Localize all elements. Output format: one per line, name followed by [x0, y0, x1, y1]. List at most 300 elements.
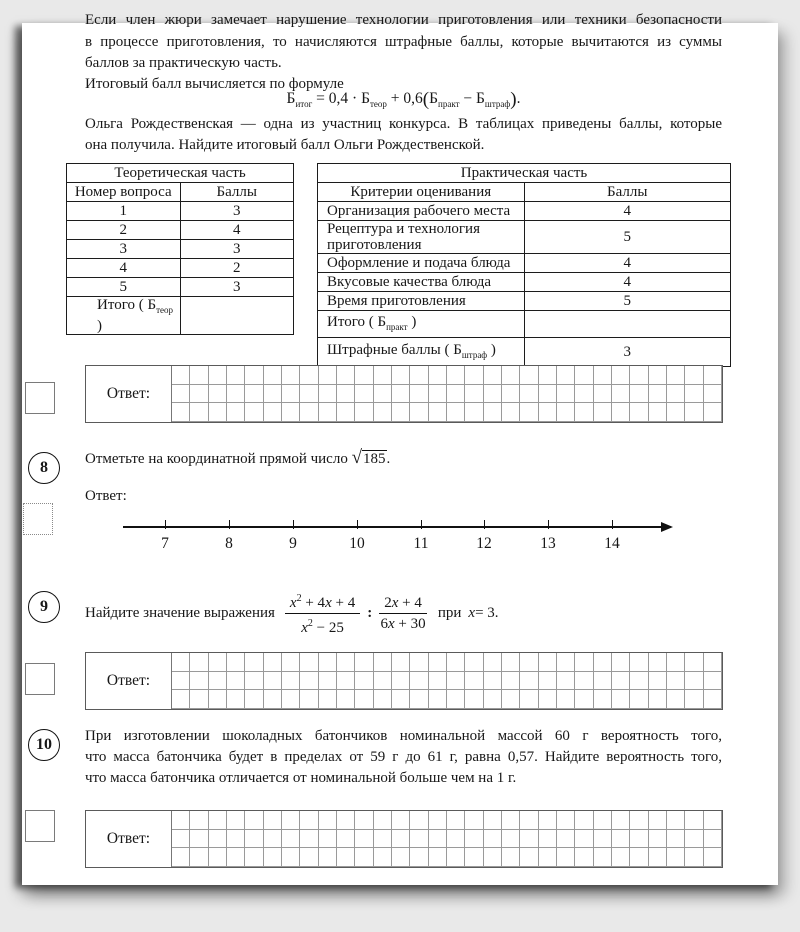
answer-grid-cell[interactable]: [264, 830, 282, 849]
question-9-text: Найдите значение выражения $\frac{x^2 + 4x + 4}{x^2 - 25}$ : $\frac{2x + 4}{6x + 30}$ при x = 3.: [85, 585, 499, 641]
answer-grid-cell[interactable]: [685, 366, 703, 385]
answer-grid-cell[interactable]: [429, 366, 447, 385]
answer-grid-cell[interactable]: [300, 830, 318, 849]
answer-grid-cell[interactable]: [337, 848, 355, 867]
answer-grid-cell[interactable]: [649, 403, 667, 422]
answer-grid-cell[interactable]: [227, 403, 245, 422]
answer-grid-cell[interactable]: [172, 653, 190, 672]
answer-grid-cell[interactable]: [575, 385, 593, 404]
table-row: [67, 297, 294, 335]
answer-grid-cell[interactable]: [612, 848, 630, 867]
answer-grid-cell[interactable]: [300, 403, 318, 422]
answer-grid-cell[interactable]: [667, 690, 685, 709]
answer-grid-cell[interactable]: [520, 385, 538, 404]
answer-grid-cell[interactable]: [300, 385, 318, 404]
answer-grid-cell[interactable]: [575, 848, 593, 867]
answer-grid-cell[interactable]: [704, 690, 722, 709]
answer-grid-cell[interactable]: [245, 653, 263, 672]
answer-grid-cell[interactable]: [264, 690, 282, 709]
answer-grid-cell[interactable]: [484, 385, 502, 404]
score-cell: 4: [180, 221, 294, 240]
answer-grid-cell[interactable]: [374, 690, 392, 709]
answer-grid-cell[interactable]: [337, 366, 355, 385]
answer-grid-cell[interactable]: [557, 811, 575, 830]
answer-grid-cell[interactable]: [612, 811, 630, 830]
answer-grid-cell[interactable]: [374, 830, 392, 849]
answer-grid-cell[interactable]: [539, 366, 557, 385]
answer-grid-cell[interactable]: [667, 366, 685, 385]
answer-grid-cell[interactable]: [227, 385, 245, 404]
answer-grid-cell[interactable]: [172, 811, 190, 830]
answer-grid-cell[interactable]: [649, 848, 667, 867]
answer-grid-cell[interactable]: [300, 653, 318, 672]
q7-margin-score-box[interactable]: [25, 382, 55, 414]
answer-grid-cell[interactable]: [520, 690, 538, 709]
answer-grid-cell[interactable]: [300, 690, 318, 709]
answer-grid-cell[interactable]: [355, 672, 373, 691]
answer-grid-cell[interactable]: [704, 366, 722, 385]
answer-grid-cell[interactable]: [282, 848, 300, 867]
theory-total-value-cell[interactable]: [180, 297, 294, 335]
answer-grid-cell[interactable]: [245, 366, 263, 385]
answer-grid-cell[interactable]: [575, 830, 593, 849]
answer-grid-cell[interactable]: [685, 672, 703, 691]
answer-grid-cell[interactable]: [685, 811, 703, 830]
answer-grid-cell[interactable]: [630, 811, 648, 830]
answer-grid-cell[interactable]: [520, 830, 538, 849]
answer-grid-cell[interactable]: [319, 366, 337, 385]
answer-grid-cell[interactable]: [594, 366, 612, 385]
answer-grid-cell[interactable]: [539, 830, 557, 849]
answer-grid-cell[interactable]: [282, 830, 300, 849]
answer-grid-cell[interactable]: [209, 848, 227, 867]
answer-grid-cell[interactable]: [245, 811, 263, 830]
answer-grid-cell[interactable]: [502, 403, 520, 422]
answer-grid-cell[interactable]: [484, 653, 502, 672]
answer-grid-cell[interactable]: [685, 830, 703, 849]
answer-grid-cell[interactable]: [649, 672, 667, 691]
answer-grid-cell[interactable]: [429, 653, 447, 672]
answer-grid-cell[interactable]: [575, 403, 593, 422]
answer-grid-cell[interactable]: [649, 811, 667, 830]
answer-grid-cell[interactable]: [429, 672, 447, 691]
q9-margin-score-box[interactable]: [25, 663, 55, 695]
answer-grid-cell[interactable]: [374, 811, 392, 830]
answer-grid-cell[interactable]: [264, 366, 282, 385]
answer-grid-cell[interactable]: [685, 848, 703, 867]
score-cell: 3: [180, 278, 294, 297]
answer-grid-cell[interactable]: [649, 830, 667, 849]
answer-grid-cell[interactable]: [392, 811, 410, 830]
answer-grid-cell[interactable]: [649, 653, 667, 672]
answer-grid-cell[interactable]: [355, 690, 373, 709]
answer-grid-cell[interactable]: [337, 403, 355, 422]
answer-grid-cell[interactable]: [484, 811, 502, 830]
answer-grid-cell[interactable]: [704, 672, 722, 691]
answer-grid-cell[interactable]: [374, 385, 392, 404]
answer-grid-cell[interactable]: [594, 385, 612, 404]
answer-grid-cell[interactable]: [484, 403, 502, 422]
q10-margin-score-box[interactable]: [25, 810, 55, 842]
answer-grid-cell[interactable]: [704, 653, 722, 672]
answer-grid-cell[interactable]: [649, 385, 667, 404]
answer-grid-cell[interactable]: [612, 653, 630, 672]
answer-grid-cell[interactable]: [209, 672, 227, 691]
answer-grid-cell[interactable]: [557, 366, 575, 385]
answer-grid-cell[interactable]: [557, 830, 575, 849]
answer-grid-cell[interactable]: [539, 403, 557, 422]
answer-grid-cell[interactable]: [172, 690, 190, 709]
answer-grid-cell[interactable]: [630, 690, 648, 709]
answer-grid-cell[interactable]: [355, 403, 373, 422]
answer-grid-cell[interactable]: [667, 403, 685, 422]
answer-grid-cell[interactable]: [190, 690, 208, 709]
answer-grid-cell[interactable]: [190, 366, 208, 385]
answer-grid-cell[interactable]: [337, 690, 355, 709]
answer-grid-cell[interactable]: [575, 811, 593, 830]
answer-grid-cell[interactable]: [300, 848, 318, 867]
tick-mark: [421, 520, 422, 529]
answer-grid-cell[interactable]: [264, 848, 282, 867]
answer-grid-cell[interactable]: [392, 385, 410, 404]
answer-grid-cell[interactable]: [172, 385, 190, 404]
answer-grid-cell[interactable]: [172, 672, 190, 691]
answer-grid-cell[interactable]: [209, 830, 227, 849]
answer-grid-cell[interactable]: [264, 385, 282, 404]
answer-grid-cell[interactable]: [667, 672, 685, 691]
answer-grid-cell[interactable]: [392, 848, 410, 867]
answer-grid-cell[interactable]: [667, 385, 685, 404]
answer-grid-cell[interactable]: [282, 385, 300, 404]
answer-grid-cell[interactable]: [685, 385, 703, 404]
answer-grid-cell[interactable]: [209, 403, 227, 422]
answer-grid-cell[interactable]: [465, 830, 483, 849]
penalty-value-cell: 3: [524, 338, 731, 367]
answer-grid-cell[interactable]: [484, 830, 502, 849]
answer-grid-cell[interactable]: [612, 672, 630, 691]
answer-grid-cell[interactable]: [465, 690, 483, 709]
answer-grid-cell[interactable]: [447, 366, 465, 385]
answer-grid-cell[interactable]: [282, 811, 300, 830]
answer-grid-cell[interactable]: [557, 653, 575, 672]
answer-grid-cell[interactable]: [337, 830, 355, 849]
answer-grid-cell[interactable]: [355, 830, 373, 849]
answer-grid-cell[interactable]: [447, 653, 465, 672]
answer-grid-cell[interactable]: [172, 830, 190, 849]
table-row: [318, 292, 731, 311]
answer-grid-cell[interactable]: [520, 366, 538, 385]
answer-grid-cell[interactable]: [392, 366, 410, 385]
answer-grid-cell[interactable]: [209, 366, 227, 385]
answer-grid-cell[interactable]: [392, 690, 410, 709]
answer-grid-cell[interactable]: [429, 830, 447, 849]
answer-grid-cell[interactable]: [612, 403, 630, 422]
answer-grid-cell[interactable]: [630, 403, 648, 422]
answer-grid-cell[interactable]: [465, 848, 483, 867]
answer-grid-cell[interactable]: [502, 830, 520, 849]
answer-grid-cell[interactable]: [465, 366, 483, 385]
answer-grid-cell[interactable]: [392, 672, 410, 691]
answer-grid-cell[interactable]: [704, 811, 722, 830]
answer-grid-cell[interactable]: [667, 811, 685, 830]
answer-grid-cell[interactable]: [612, 385, 630, 404]
answer-grid-cell[interactable]: [392, 653, 410, 672]
practice-total-value-cell[interactable]: [524, 311, 731, 338]
answer-grid-cell[interactable]: [557, 848, 575, 867]
answer-grid-cell[interactable]: [227, 848, 245, 867]
answer-grid-cell[interactable]: [520, 848, 538, 867]
practice-total-label: Итого ( $Б_{практ}$ ): [318, 311, 525, 338]
answer-grid-cell[interactable]: [319, 672, 337, 691]
practice-table: [317, 163, 731, 367]
answer-grid-cell[interactable]: [594, 653, 612, 672]
answer-grid-cell[interactable]: [374, 403, 392, 422]
answer-grid-cell[interactable]: [300, 672, 318, 691]
answer-grid-cell[interactable]: [539, 848, 557, 867]
answer-grid-cell[interactable]: [410, 385, 428, 404]
answer-grid-cell[interactable]: [410, 848, 428, 867]
answer-grid-cell[interactable]: [539, 690, 557, 709]
answer-grid-cell[interactable]: [209, 690, 227, 709]
answer-grid-cell[interactable]: [410, 653, 428, 672]
answer-grid-cell[interactable]: [355, 366, 373, 385]
answer-grid-cell[interactable]: [667, 848, 685, 867]
answer-grid-cell[interactable]: [539, 653, 557, 672]
worksheet-page: [22, 12, 778, 885]
answer-grid-cell[interactable]: [630, 653, 648, 672]
answer-grid-cell[interactable]: [410, 672, 428, 691]
answer-grid-cell[interactable]: [374, 653, 392, 672]
answer-grid-cell[interactable]: [630, 366, 648, 385]
answer-grid-cell[interactable]: [649, 690, 667, 709]
answer-grid-cell[interactable]: [337, 811, 355, 830]
answer-grid-cell[interactable]: [190, 672, 208, 691]
answer-grid-cell[interactable]: [594, 672, 612, 691]
answer-grid-cell[interactable]: [172, 403, 190, 422]
answer-grid-cell[interactable]: [539, 811, 557, 830]
q8-margin-score-box[interactable]: [23, 503, 53, 535]
question-number-cell: 3: [67, 240, 181, 259]
table-row: [67, 202, 294, 221]
answer-grid-cell[interactable]: [227, 672, 245, 691]
answer-grid-cell[interactable]: [557, 403, 575, 422]
answer-grid-cell[interactable]: [209, 811, 227, 830]
answer-grid-cell[interactable]: [539, 385, 557, 404]
answer-grid-cell[interactable]: [704, 830, 722, 849]
answer-grid-cell[interactable]: [575, 653, 593, 672]
answer-grid-cell[interactable]: [300, 366, 318, 385]
answer-grid-cell[interactable]: [520, 653, 538, 672]
answer-grid-cell[interactable]: [282, 672, 300, 691]
answer-grid-cell[interactable]: [282, 366, 300, 385]
answer-grid-cell[interactable]: [429, 690, 447, 709]
theory-total-label: Итого ( $Б_{теор}$ ): [67, 297, 181, 335]
answer-grid-cell[interactable]: [447, 403, 465, 422]
answer-grid-cell[interactable]: [319, 690, 337, 709]
answer-grid-cell[interactable]: [245, 672, 263, 691]
answer-grid-cell[interactable]: [520, 811, 538, 830]
answer-grid-cell[interactable]: [209, 653, 227, 672]
answer-grid-cell[interactable]: [374, 848, 392, 867]
answer-grid-cell[interactable]: [172, 848, 190, 867]
answer-grid-cell[interactable]: [355, 848, 373, 867]
answer-grid-cell[interactable]: [355, 385, 373, 404]
answer-grid-cell[interactable]: [465, 811, 483, 830]
answer-grid-cell[interactable]: [319, 811, 337, 830]
answer-grid-cell[interactable]: [227, 830, 245, 849]
answer-grid-cell[interactable]: [502, 385, 520, 404]
answer-grid-cell[interactable]: [300, 811, 318, 830]
answer-grid-cell[interactable]: [190, 848, 208, 867]
answer-grid-cell[interactable]: [282, 403, 300, 422]
answer-grid-cell[interactable]: [209, 385, 227, 404]
answer-grid-cell[interactable]: [447, 848, 465, 867]
answer-grid-cell[interactable]: [612, 690, 630, 709]
answer-grid-cell[interactable]: [465, 672, 483, 691]
answer-grid-cell[interactable]: [685, 690, 703, 709]
answer-grid-cell[interactable]: [410, 830, 428, 849]
answer-grid-cell[interactable]: [227, 653, 245, 672]
answer-grid-cell[interactable]: [630, 848, 648, 867]
answer-grid-cell[interactable]: [704, 403, 722, 422]
answer-grid-cell[interactable]: [465, 653, 483, 672]
answer-grid-cell[interactable]: [319, 848, 337, 867]
answer-grid-cell[interactable]: [429, 385, 447, 404]
answer-grid-cell[interactable]: [612, 830, 630, 849]
number-line-axis: [123, 526, 671, 528]
answer-grid-cell[interactable]: [245, 403, 263, 422]
answer-grid-cell[interactable]: [319, 830, 337, 849]
answer-grid-cell[interactable]: [190, 653, 208, 672]
answer-grid-cell[interactable]: [410, 403, 428, 422]
answer-grid-cell[interactable]: [172, 366, 190, 385]
answer-grid-cell[interactable]: [447, 830, 465, 849]
answer-grid-cell[interactable]: [429, 403, 447, 422]
answer-grid-cell[interactable]: [575, 672, 593, 691]
answer-grid-cell[interactable]: [190, 830, 208, 849]
answer-grid-cell[interactable]: [557, 672, 575, 691]
answer-grid-cell[interactable]: [484, 690, 502, 709]
answer-grid-cell[interactable]: [575, 690, 593, 709]
answer-grid-cell[interactable]: [410, 811, 428, 830]
tick-mark: [165, 520, 166, 529]
answer-grid-cell[interactable]: [227, 811, 245, 830]
answer-grid-cell[interactable]: [520, 403, 538, 422]
answer-grid-cell[interactable]: [282, 690, 300, 709]
answer-grid-cell[interactable]: [630, 385, 648, 404]
score-cell: 3: [180, 240, 294, 259]
answer-grid-cell[interactable]: [245, 690, 263, 709]
answer-grid-cell[interactable]: [264, 403, 282, 422]
answer-grid-cell[interactable]: [264, 653, 282, 672]
answer-grid-cell[interactable]: [319, 385, 337, 404]
answer-grid-cell[interactable]: [337, 653, 355, 672]
answer-grid-cell[interactable]: [594, 403, 612, 422]
number-line[interactable]: [123, 526, 673, 571]
right-paren: ): [510, 89, 517, 110]
answer-grid-cell[interactable]: [484, 672, 502, 691]
answer-grid-cell[interactable]: [429, 811, 447, 830]
question-number-cell: 2: [67, 221, 181, 240]
answer-grid-cell[interactable]: [465, 403, 483, 422]
answer-grid-cell[interactable]: [282, 653, 300, 672]
tick-mark: [484, 520, 485, 529]
answer-grid-cell[interactable]: [502, 366, 520, 385]
answer-grid-cell[interactable]: [374, 366, 392, 385]
answer-grid-cell[interactable]: [502, 811, 520, 830]
answer-grid-cell[interactable]: [447, 811, 465, 830]
answer-grid-cell[interactable]: [337, 385, 355, 404]
answer-grid-cell[interactable]: [319, 653, 337, 672]
answer-grid-cell[interactable]: [337, 672, 355, 691]
answer-grid-cell[interactable]: [502, 653, 520, 672]
answer-grid-cell[interactable]: [520, 672, 538, 691]
answer-grid-cell[interactable]: [392, 830, 410, 849]
answer-grid-cell[interactable]: [594, 830, 612, 849]
answer-grid-cell[interactable]: [594, 848, 612, 867]
answer-grid-cell[interactable]: [557, 385, 575, 404]
answer-grid-cell[interactable]: [190, 811, 208, 830]
question-10-number: 10: [28, 729, 60, 761]
answer-grid-cell[interactable]: [557, 690, 575, 709]
table-row: [67, 221, 294, 240]
answer-grid-cell[interactable]: [465, 385, 483, 404]
answer-grid-cell[interactable]: [447, 385, 465, 404]
answer-grid-cell[interactable]: [392, 403, 410, 422]
answer-grid-cell[interactable]: [355, 811, 373, 830]
answer-grid-cell[interactable]: [704, 385, 722, 404]
answer-grid-cell[interactable]: [410, 366, 428, 385]
answer-grid-cell[interactable]: [649, 366, 667, 385]
answer-grid-cell[interactable]: [227, 690, 245, 709]
answer-grid-cell[interactable]: [190, 385, 208, 404]
answer-grid-cell[interactable]: [484, 366, 502, 385]
answer-grid-cell[interactable]: [190, 403, 208, 422]
answer-grid-cell[interactable]: [447, 690, 465, 709]
answer-grid-cell[interactable]: [502, 672, 520, 691]
answer-grid-cell[interactable]: [410, 690, 428, 709]
answer-grid-cell[interactable]: [245, 848, 263, 867]
answer-grid-cell[interactable]: [429, 848, 447, 867]
answer-grid-cell[interactable]: [245, 385, 263, 404]
answer-grid-cell[interactable]: [264, 672, 282, 691]
answer-grid-cell[interactable]: [575, 366, 593, 385]
answer-grid-cell[interactable]: [264, 811, 282, 830]
question-9-number: 9: [28, 591, 60, 623]
answer-grid-cell[interactable]: [685, 653, 703, 672]
answer-grid-cell[interactable]: [484, 848, 502, 867]
answer-grid-cell[interactable]: [355, 653, 373, 672]
answer-grid-cell[interactable]: [704, 848, 722, 867]
answer-grid-cell[interactable]: [630, 830, 648, 849]
answer-grid-cell[interactable]: [667, 653, 685, 672]
answer-grid-cell[interactable]: [612, 366, 630, 385]
answer-grid-cell[interactable]: [539, 672, 557, 691]
answer-grid-cell[interactable]: [447, 672, 465, 691]
answer-grid-cell[interactable]: [502, 848, 520, 867]
answer-grid-cell[interactable]: [374, 672, 392, 691]
answer-grid-cell[interactable]: [245, 830, 263, 849]
answer-grid-cell[interactable]: [227, 366, 245, 385]
score-cell: 4: [524, 202, 731, 221]
answer-grid-cell[interactable]: [594, 811, 612, 830]
answer-grid-cell[interactable]: [630, 672, 648, 691]
answer-grid-cell[interactable]: [685, 403, 703, 422]
answer-grid-cell[interactable]: [319, 403, 337, 422]
answer-grid-cell[interactable]: [667, 830, 685, 849]
answer-grid-cell[interactable]: [502, 690, 520, 709]
answer-grid-cell[interactable]: [594, 690, 612, 709]
